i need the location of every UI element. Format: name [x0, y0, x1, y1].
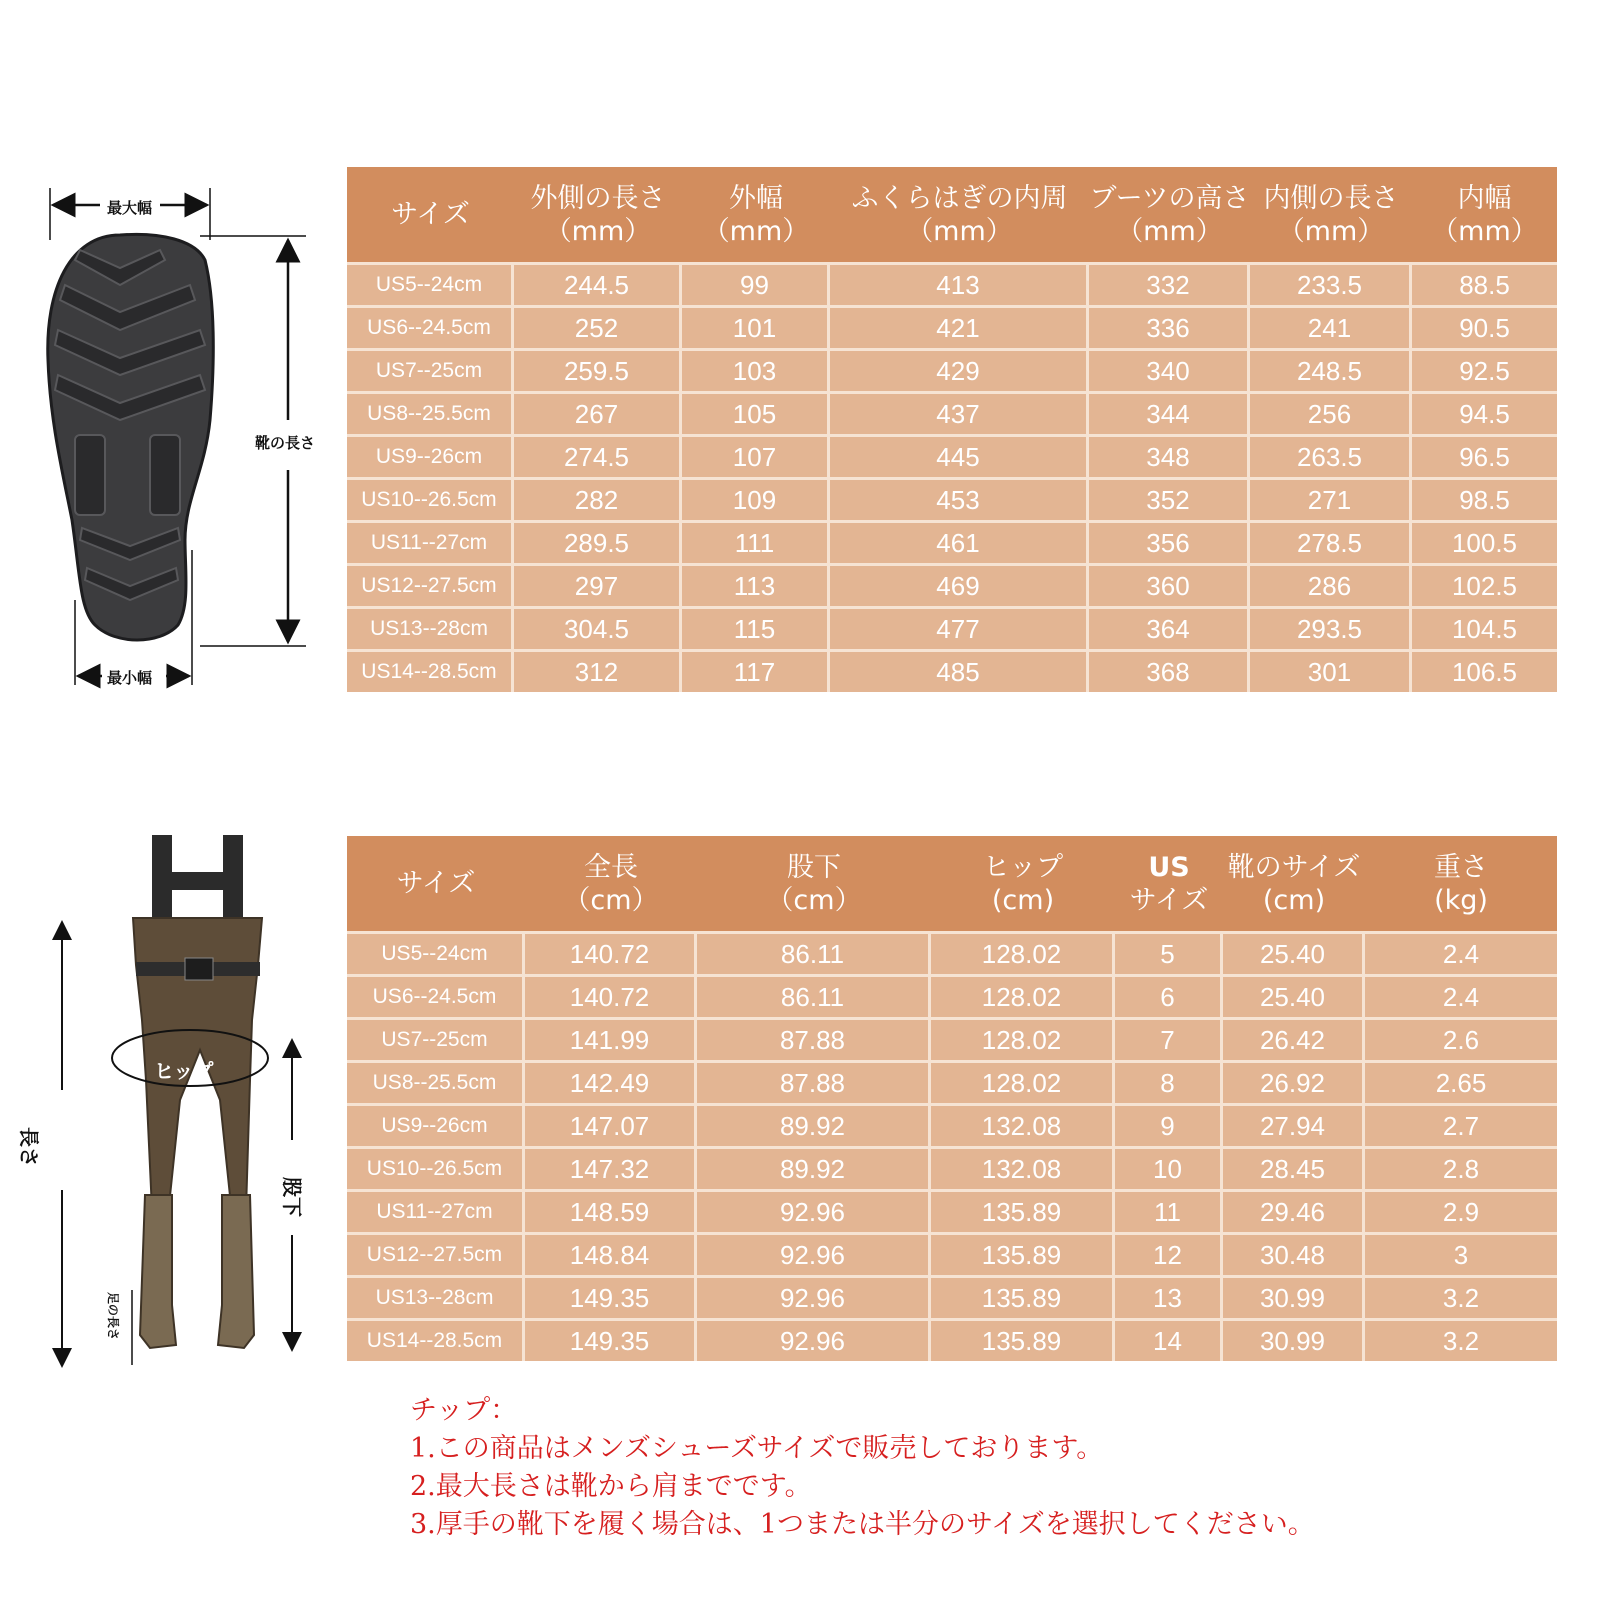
wader-table-size-cell: US9--26cm [347, 1103, 525, 1146]
wader-table-row [347, 1232, 1557, 1275]
wader-size-table [347, 836, 1557, 1361]
boot-table-row [347, 649, 1557, 692]
wader-table-value-cell: 86.11 [697, 974, 931, 1017]
wader-table-size-cell: US7--25cm [347, 1017, 525, 1060]
boot-table-value-cell: 461 [830, 520, 1089, 563]
boot-table-size-cell: US10--26.5cm [347, 477, 514, 520]
wader-table-value-cell: 135.89 [931, 1318, 1115, 1361]
wader-table-value-cell: 8 [1115, 1060, 1223, 1103]
boot-table-value-cell: 248.5 [1250, 348, 1412, 391]
wader-table-value-cell: 148.84 [525, 1232, 697, 1275]
boot-table-value-cell: 96.5 [1412, 434, 1557, 477]
boot-table-size-cell: US9--26cm [347, 434, 514, 477]
boot-table-value-cell: 312 [514, 649, 682, 692]
boot-table-size-cell: US5--24cm [347, 262, 514, 305]
boot-table-value-cell: 340 [1089, 348, 1250, 391]
wader-table-value-cell: 30.99 [1223, 1275, 1365, 1318]
wader-table-value-cell: 135.89 [931, 1189, 1115, 1232]
wader-table-value-cell: 3.2 [1365, 1275, 1557, 1318]
wader-table-size-cell: US10--26.5cm [347, 1146, 525, 1189]
boot-table-value-cell: 103 [682, 348, 830, 391]
wader-table-value-cell: 92.96 [697, 1275, 931, 1318]
wader-table-value-cell: 6 [1115, 974, 1223, 1017]
boot-size-table [347, 167, 1557, 692]
hip-label: ヒップ [154, 1059, 214, 1083]
boot-table-value-cell: 289.5 [514, 520, 682, 563]
boot-table-value-cell: 113 [682, 563, 830, 606]
wader-diagram [0, 830, 330, 1370]
boot-table-row [347, 434, 1557, 477]
wader-table-size-cell: US11--27cm [347, 1189, 525, 1232]
wader-header-weight: 重さ (kg) [1365, 836, 1557, 931]
boot-table-size-cell: US13--28cm [347, 606, 514, 649]
wader-table-value-cell: 30.48 [1223, 1232, 1365, 1275]
boot-table-value-cell: 348 [1089, 434, 1250, 477]
boot-table-value-cell: 469 [830, 563, 1089, 606]
boot-table-value-cell: 90.5 [1412, 305, 1557, 348]
boot-table-value-cell: 477 [830, 606, 1089, 649]
wader-table-value-cell: 87.88 [697, 1060, 931, 1103]
boot-table-value-cell: 241 [1250, 305, 1412, 348]
boot-table-value-cell: 278.5 [1250, 520, 1412, 563]
wader-table-row [347, 1103, 1557, 1146]
wader-table-value-cell: 132.08 [931, 1146, 1115, 1189]
min-width-label: 最小幅 [107, 669, 153, 687]
boot-table-value-cell: 267 [514, 391, 682, 434]
foot-length-label: 足の長さ [106, 1292, 120, 1341]
wader-table-header-row [347, 836, 1557, 931]
boot-table-size-cell: US7--25cm [347, 348, 514, 391]
boot-table-size-cell: US14--28.5cm [347, 649, 514, 692]
boot-table-row [347, 563, 1557, 606]
wader-table-value-cell: 92.96 [697, 1318, 931, 1361]
boot-table-value-cell: 286 [1250, 563, 1412, 606]
boot-table-size-cell: US8--25.5cm [347, 391, 514, 434]
wader-table-value-cell: 147.32 [525, 1146, 697, 1189]
wader-table-value-cell: 149.35 [525, 1275, 697, 1318]
boot-table-value-cell: 282 [514, 477, 682, 520]
wader-table-row [347, 931, 1557, 974]
tip-item-1: 1.この商品はメンズシューズサイズで販売しております。 [410, 1433, 1104, 1464]
wader-table-value-cell: 87.88 [697, 1017, 931, 1060]
wader-table-value-cell: 89.92 [697, 1103, 931, 1146]
boot-table-value-cell: 368 [1089, 649, 1250, 692]
boot-table-value-cell: 453 [830, 477, 1089, 520]
wader-table-value-cell: 10 [1115, 1146, 1223, 1189]
boot-header-outer-length: 外側の長さ （mm） [514, 167, 682, 262]
boot-table-value-cell: 364 [1089, 606, 1250, 649]
wader-table-value-cell: 14 [1115, 1318, 1223, 1361]
boot-table-value-cell: 271 [1250, 477, 1412, 520]
boot-header-boot-height: ブーツの高さ （mm） [1089, 167, 1250, 262]
wader-table-value-cell: 142.49 [525, 1060, 697, 1103]
boot-table-value-cell: 98.5 [1412, 477, 1557, 520]
boot-header-inner-width: 内幅 （mm） [1412, 167, 1557, 262]
length-label: 長さ [16, 1125, 45, 1169]
boot-table-value-cell: 99 [682, 262, 830, 305]
wader-table-value-cell: 148.59 [525, 1189, 697, 1232]
wader-table-value-cell: 3.2 [1365, 1318, 1557, 1361]
boot-table-size-cell: US6--24.5cm [347, 305, 514, 348]
boot-header-calf-circumference: ふくらはぎの内周 （mm） [830, 167, 1089, 262]
boot-table-value-cell: 106.5 [1412, 649, 1557, 692]
wader-table-row [347, 1189, 1557, 1232]
boot-table-value-cell: 109 [682, 477, 830, 520]
wader-table-value-cell: 2.7 [1365, 1103, 1557, 1146]
boot-table-value-cell: 100.5 [1412, 520, 1557, 563]
boot-table-value-cell: 304.5 [514, 606, 682, 649]
wader-table-row [347, 1017, 1557, 1060]
boot-table-value-cell: 274.5 [514, 434, 682, 477]
boot-header-inner-length: 内側の長さ （mm） [1250, 167, 1412, 262]
wader-table-value-cell: 92.96 [697, 1232, 931, 1275]
wader-table-value-cell: 86.11 [697, 931, 931, 974]
wader-table-row [347, 1146, 1557, 1189]
wader-table-value-cell: 2.6 [1365, 1017, 1557, 1060]
wader-table-value-cell: 9 [1115, 1103, 1223, 1146]
wader-table-value-cell: 11 [1115, 1189, 1223, 1232]
boot-table-row [347, 305, 1557, 348]
boot-table-size-cell: US12--27.5cm [347, 563, 514, 606]
wader-table-value-cell: 2.4 [1365, 931, 1557, 974]
wader-table-value-cell: 27.94 [1223, 1103, 1365, 1146]
wader-table-size-cell: US6--24.5cm [347, 974, 525, 1017]
wader-header-total-length: 全長 （cm） [525, 836, 697, 931]
wader-table-row [347, 1275, 1557, 1318]
boot-table-value-cell: 352 [1089, 477, 1250, 520]
wader-table-value-cell: 128.02 [931, 931, 1115, 974]
boot-table-value-cell: 293.5 [1250, 606, 1412, 649]
boot-table-size-cell: US11--27cm [347, 520, 514, 563]
boot-table-value-cell: 105 [682, 391, 830, 434]
wader-table-value-cell: 132.08 [931, 1103, 1115, 1146]
boot-table-value-cell: 111 [682, 520, 830, 563]
boot-table-row [347, 520, 1557, 563]
wader-header-hip: ヒップ (cm) [931, 836, 1115, 931]
tips-section [410, 1392, 1315, 1544]
wader-table-value-cell: 128.02 [931, 974, 1115, 1017]
wader-table-value-cell: 147.07 [525, 1103, 697, 1146]
wader-table-row [347, 974, 1557, 1017]
wader-header-us-size: US サイズ [1115, 836, 1223, 931]
boot-table-value-cell: 88.5 [1412, 262, 1557, 305]
boot-table-value-cell: 252 [514, 305, 682, 348]
boot-table-value-cell: 233.5 [1250, 262, 1412, 305]
wader-table-value-cell: 128.02 [931, 1017, 1115, 1060]
wader-table-value-cell: 29.46 [1223, 1189, 1365, 1232]
boot-length-label: 靴の長さ [255, 434, 316, 452]
wader-table-value-cell: 2.9 [1365, 1189, 1557, 1232]
boot-table-value-cell: 421 [830, 305, 1089, 348]
wader-header-inseam: 股下 （cm） [697, 836, 931, 931]
boot-table-value-cell: 356 [1089, 520, 1250, 563]
boot-table-value-cell: 101 [682, 305, 830, 348]
boot-table-value-cell: 256 [1250, 391, 1412, 434]
wader-table-size-cell: US14--28.5cm [347, 1318, 525, 1361]
boot-table-value-cell: 301 [1250, 649, 1412, 692]
wader-table-value-cell: 2.8 [1365, 1146, 1557, 1189]
wader-table-value-cell: 92.96 [697, 1189, 931, 1232]
wader-table-value-cell: 140.72 [525, 931, 697, 974]
wader-table-size-cell: US5--24cm [347, 931, 525, 974]
wader-table-value-cell: 25.40 [1223, 931, 1365, 974]
boot-table-value-cell: 104.5 [1412, 606, 1557, 649]
boot-table-value-cell: 344 [1089, 391, 1250, 434]
tip-item-3: 3.厚手の靴下を履く場合は、1つまたは半分のサイズを選択してください。 [410, 1509, 1315, 1540]
wader-table-size-cell: US8--25.5cm [347, 1060, 525, 1103]
wader-table-value-cell: 13 [1115, 1275, 1223, 1318]
tip-item-2: 2.最大長さは靴から肩までです。 [410, 1471, 812, 1502]
wader-table-value-cell: 2.65 [1365, 1060, 1557, 1103]
wader-table-value-cell: 149.35 [525, 1318, 697, 1361]
wader-table-value-cell: 2.4 [1365, 974, 1557, 1017]
wader-table-value-cell: 25.40 [1223, 974, 1365, 1017]
wader-table-value-cell: 141.99 [525, 1017, 697, 1060]
max-width-label: 最大幅 [107, 199, 153, 217]
boot-table-value-cell: 429 [830, 348, 1089, 391]
boot-table-value-cell: 115 [682, 606, 830, 649]
boot-table-value-cell: 107 [682, 434, 830, 477]
boot-table-value-cell: 332 [1089, 262, 1250, 305]
boot-table-value-cell: 437 [830, 391, 1089, 434]
boot-table-value-cell: 336 [1089, 305, 1250, 348]
wader-header-size: サイズ [347, 836, 525, 931]
boot-table-row [347, 262, 1557, 305]
boot-table-value-cell: 263.5 [1250, 434, 1412, 477]
wader-table-value-cell: 128.02 [931, 1060, 1115, 1103]
boot-table-value-cell: 92.5 [1412, 348, 1557, 391]
boot-table-value-cell: 117 [682, 649, 830, 692]
wader-image [133, 835, 262, 1348]
boot-table-value-cell: 297 [514, 563, 682, 606]
boot-table-value-cell: 360 [1089, 563, 1250, 606]
boot-table-value-cell: 102.5 [1412, 563, 1557, 606]
wader-table-value-cell: 89.92 [697, 1146, 931, 1189]
tips-heading: チップ： [410, 1395, 518, 1426]
wader-table-value-cell: 135.89 [931, 1275, 1115, 1318]
wader-table-value-cell: 135.89 [931, 1232, 1115, 1275]
boot-table-row [347, 391, 1557, 434]
boot-table-value-cell: 445 [830, 434, 1089, 477]
wader-table-value-cell: 140.72 [525, 974, 697, 1017]
wader-header-shoe-size: 靴のサイズ (cm) [1223, 836, 1365, 931]
wader-table-value-cell: 30.99 [1223, 1318, 1365, 1361]
wader-table-value-cell: 5 [1115, 931, 1223, 974]
wader-table-value-cell: 3 [1365, 1232, 1557, 1275]
boot-table-value-cell: 244.5 [514, 262, 682, 305]
wader-table-size-cell: US12--27.5cm [347, 1232, 525, 1275]
boot-table-value-cell: 413 [830, 262, 1089, 305]
boot-table-value-cell: 259.5 [514, 348, 682, 391]
wader-table-value-cell: 28.45 [1223, 1146, 1365, 1189]
wader-table-value-cell: 7 [1115, 1017, 1223, 1060]
wader-table-row [347, 1060, 1557, 1103]
wader-table-value-cell: 26.42 [1223, 1017, 1365, 1060]
boot-header-outer-width: 外幅 （mm） [682, 167, 830, 262]
wader-table-value-cell: 12 [1115, 1232, 1223, 1275]
wader-table-size-cell: US13--28cm [347, 1275, 525, 1318]
boot-table-row [347, 606, 1557, 649]
boot-table-value-cell: 94.5 [1412, 391, 1557, 434]
boot-table-value-cell: 485 [830, 649, 1089, 692]
boot-table-row [347, 477, 1557, 520]
boot-header-size: サイズ [347, 167, 514, 262]
wader-table-row [347, 1318, 1557, 1361]
boot-table-row [347, 348, 1557, 391]
inseam-label: 股下 [279, 1175, 308, 1219]
boot-table-header-row [347, 167, 1557, 262]
wader-table-value-cell: 26.92 [1223, 1060, 1365, 1103]
